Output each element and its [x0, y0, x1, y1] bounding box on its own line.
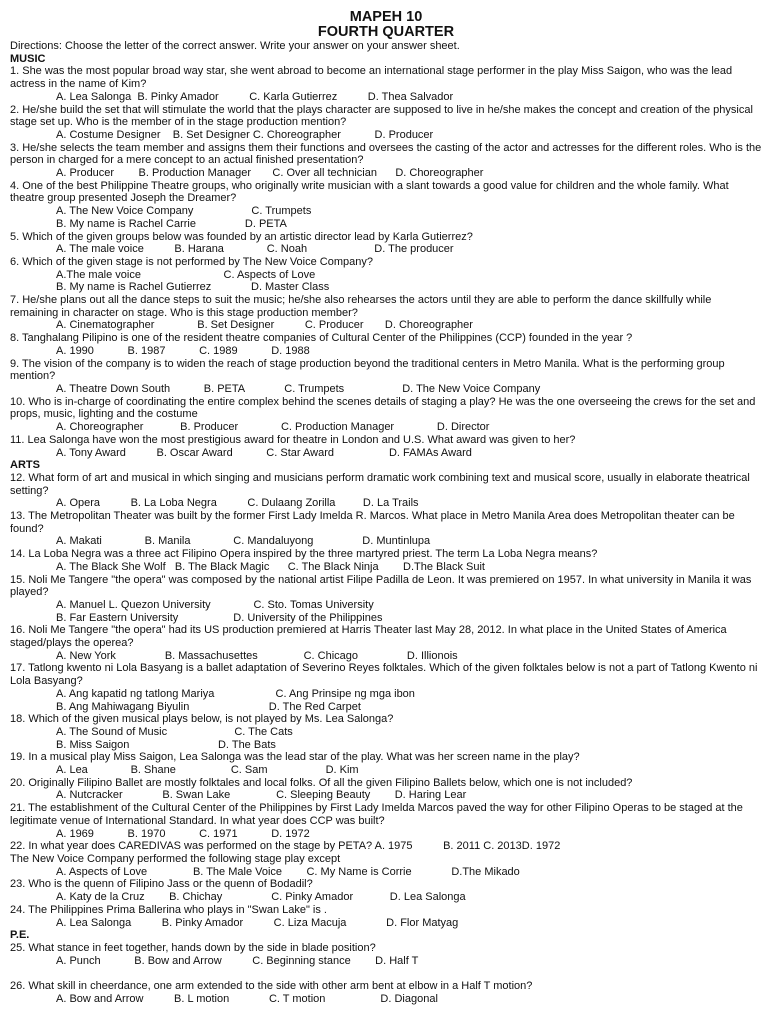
- question-text: 12. What form of art and musical in which singing and musicians perform dramatic work combining text and musical score, usually in elaborate theatrical setting?: [10, 471, 750, 497]
- answer-choices: A. Ang kapatid ng tatlong Mariya C. Ang Prinsipe ng mga ibon: [56, 687, 415, 700]
- document-subtitle: FOURTH QUARTER: [317, 24, 455, 40]
- question-text: 4. One of the best Philippine Theatre groups, who originally write musician with a slant towards a good value for children and the whole family. What theatre group presented Joseph the Dreamer?: [10, 179, 729, 205]
- answer-choices: A. Choreographer B. Producer C. Production Manager D. Director: [56, 421, 490, 434]
- question-text: 11. Lea Salonga have won the most prestigious award for theatre in London and U.S. What award was given to her?: [10, 433, 576, 446]
- document-title: MAPEH 10: [349, 9, 423, 25]
- answer-choices: A. New York B. Massachusettes C. Chicago D. Illionois: [56, 649, 458, 662]
- answer-choices: A. Nutcracker B. Swan Lake C. Sleeping Beauty D. Haring Lear: [56, 789, 467, 802]
- question-text: 22. In what year does CAREDIVAS was performed on the stage by PETA? A. 1975 B. 2011 C. 2013D. 1972: [10, 840, 561, 853]
- answer-choices: B. My name is Rachel Gutierrez D. Master Class: [56, 281, 330, 294]
- question-text: 20. Originally Filipino Ballet are mostly folktales and local folks. Of all the given Filipino Ballets below, which one is not included?: [10, 776, 633, 789]
- answer-choices: A. Lea Salonga B. Pinky Amador C. Liza Macuja D. Flor Matyag: [56, 916, 459, 929]
- answer-choices: A. 1969 B. 1970 C. 1971 D. 1972: [56, 827, 310, 840]
- answer-choices: A. 1990 B. 1987 C. 1989 D. 1988: [56, 344, 310, 357]
- question-text: 19. In a musical play Miss Saigon, Lea Salonga was the lead star of the play. What was her screen name in the play?: [10, 751, 580, 764]
- answer-choices: B. My name is Rachel Carrie D. PETA: [56, 217, 287, 230]
- answer-choices: A. Theatre Down South B. PETA C. Trumpets D. The New Voice Company: [56, 382, 541, 395]
- answer-choices: A. Punch B. Bow and Arrow C. Beginning stance D. Half T: [56, 954, 419, 967]
- question-text: 14. La Loba Negra was a three act Filipino Opera inspired by the three martyred priest. The term La Loba Negra means?: [10, 548, 598, 561]
- answer-choices: A. The Sound of Music C. The Cats: [56, 725, 293, 738]
- question-text: 26. What skill in cheerdance, one arm extended to the side with other arm bent at elbow in a Half T motion?: [10, 980, 533, 993]
- question-text: 15. Noli Me Tangere "the opera" was composed by the national artist Filipe Padilla de Leon. It was premiered on 1957. In what university in Manila it was played?: [10, 573, 752, 599]
- question-text: 24. The Philippines Prima Ballerina who plays in "Swan Lake" is .: [10, 903, 327, 916]
- section-heading: MUSIC: [10, 52, 46, 65]
- answer-choices: A. Producer B. Production Manager C. Over all technician D. Choreographer: [56, 167, 484, 180]
- question-text: 23. Who is the quenn of Filipino Jass or the quenn of Bodadil?: [10, 878, 313, 891]
- question-text: 17. Tatlong kwento ni Lola Basyang is a ballet adaptation of Severino Reyes folktales. Which of the given folktales below is not a part of Tatlong Kwento ni Lola Basyang?: [10, 662, 758, 688]
- question-text: 5. Which of the given groups below was founded by an artistic director lead by Karla Gutierrez?: [10, 230, 473, 243]
- question-list: [10, 53, 762, 1006]
- question-text: 1. She was the most popular broad way star, she went abroad to become an international stage performer in the play Miss Saigon, who was the lead actress in the name of Kim?: [10, 65, 733, 91]
- answer-choices: A. Manuel L. Quezon University C. Sto. Tomas University: [56, 598, 374, 611]
- question-text: The New Voice Company performed the following stage play except: [10, 853, 341, 865]
- question-text: 10. Who is in-charge of coordinating the entire complex behind the scenes details of staging a play? He was the one overseeing the crews for the set and props, music, lighting and the costume: [10, 395, 756, 421]
- question-text: 7. He/she plans out all the dance steps to suit the music; he/she also rehearses the actors until they are able to perform the dance skillfully while remaining in character on stage. Who is this stage production member?: [10, 294, 712, 319]
- answer-choices: A. Katy de la Cruz B. Chichay C. Pinky Amador D. Lea Salonga: [56, 891, 466, 904]
- answer-choices: A. Cinematographer B. Set Designer C. Producer D. Choreographer: [56, 319, 473, 332]
- answer-choices: A. The New Voice Company C. Trumpets: [56, 205, 312, 218]
- question-text: 2. He/she build the set that will stimulate the world that the plays character are supposed to live in he/she makes the concept and creation of the physical stage set up. Who is the member of in the stage production mention?: [10, 103, 753, 129]
- question-text: 6. Which of the given stage is not performed by The New Voice Company?: [10, 255, 373, 268]
- answer-choices: A. The Black She Wolf B. The Black Magic C. The Black Ninja D.The Black Suit: [56, 560, 485, 573]
- question-text: 13. The Metropolitan Theater was built by the former First Lady Imelda R. Marcos. What place in Metro Manila Area does Metropolitan theater can be found?: [10, 510, 735, 535]
- question-text: 8. Tanghalang Pilipino is one of the resident theatre companies of Cultural Center of the Philippines (CCP) founded in the year ?: [10, 332, 633, 345]
- answer-choices: A. Costume Designer B. Set Designer C. Choreographer D. Producer: [56, 128, 434, 141]
- question-text: 25. What stance in feet together, hands down by the side in blade position?: [10, 941, 376, 954]
- answer-choices: B. Miss Saigon D. The Bats: [56, 738, 276, 751]
- section-heading: ARTS: [10, 459, 40, 472]
- blank-line: [10, 967, 762, 980]
- answer-choices: B. Far Eastern University D. University of the Philippines: [56, 611, 383, 624]
- answer-choices: A. Lea B. Shane C. Sam D. Kim: [56, 764, 359, 777]
- question-text: 9. The vision of the company is to widen the reach of stage production beyond the traditional centers in Metro Manila. What is the performing group mention?: [10, 357, 725, 383]
- section-heading: P.E.: [10, 929, 30, 942]
- answer-choices: A. Bow and Arrow B. L motion C. T motion D. Diagonal: [56, 992, 438, 1005]
- answer-choices: A. The male voice B. Harana C. Noah D. The producer: [56, 243, 454, 256]
- answer-choices: A. Tony Award B. Oscar Award C. Star Award D. FAMAs Award: [56, 446, 472, 459]
- answer-choices: A.The male voice C. Aspects of Love: [56, 268, 316, 281]
- directions: Directions: Choose the letter of the correct answer. Write your answer on your answer sheet.: [10, 40, 460, 52]
- question-text: 21. The establishment of the Cultural Center of the Philippines by First Lady Imelda Marcos paved the way for other Filipino Operas to be staged at the legitimate venue of International Standard. In what year does CCP was built?: [10, 802, 743, 827]
- question-text: 3. He/she selects the team member and assigns them their functions and oversees the casting of the actor and actresses for the different roles. Who is the person in charged for a mere concept to an actual finished presentation?: [10, 141, 762, 167]
- question-text: 18. Which of the given musical plays below, is not played by Ms. Lea Salonga?: [10, 713, 394, 726]
- answer-choices: A. Opera B. La Loba Negra C. Dulaang Zorilla D. La Trails: [56, 497, 419, 510]
- answer-choices: A. Makati B. Manila C. Mandaluyong D. Muntinlupa: [56, 535, 431, 548]
- answer-choices: B. Ang Mahiwagang Biyulin D. The Red Carpet: [56, 700, 361, 713]
- answer-choices: A. Lea Salonga B. Pinky Amador C. Karla Gutierrez D. Thea Salvador: [56, 90, 454, 103]
- question-text: 16. Noli Me Tangere "the opera" had its US production premiered at Harris Theater last May 28, 2012. In what place in the United States of America staged/plays the operea?: [10, 624, 727, 650]
- answer-choices: A. Aspects of Love B. The Male Voice C. My Name is Corrie D.The Mikado: [56, 865, 520, 878]
- worksheet: [10, 10, 762, 1005]
